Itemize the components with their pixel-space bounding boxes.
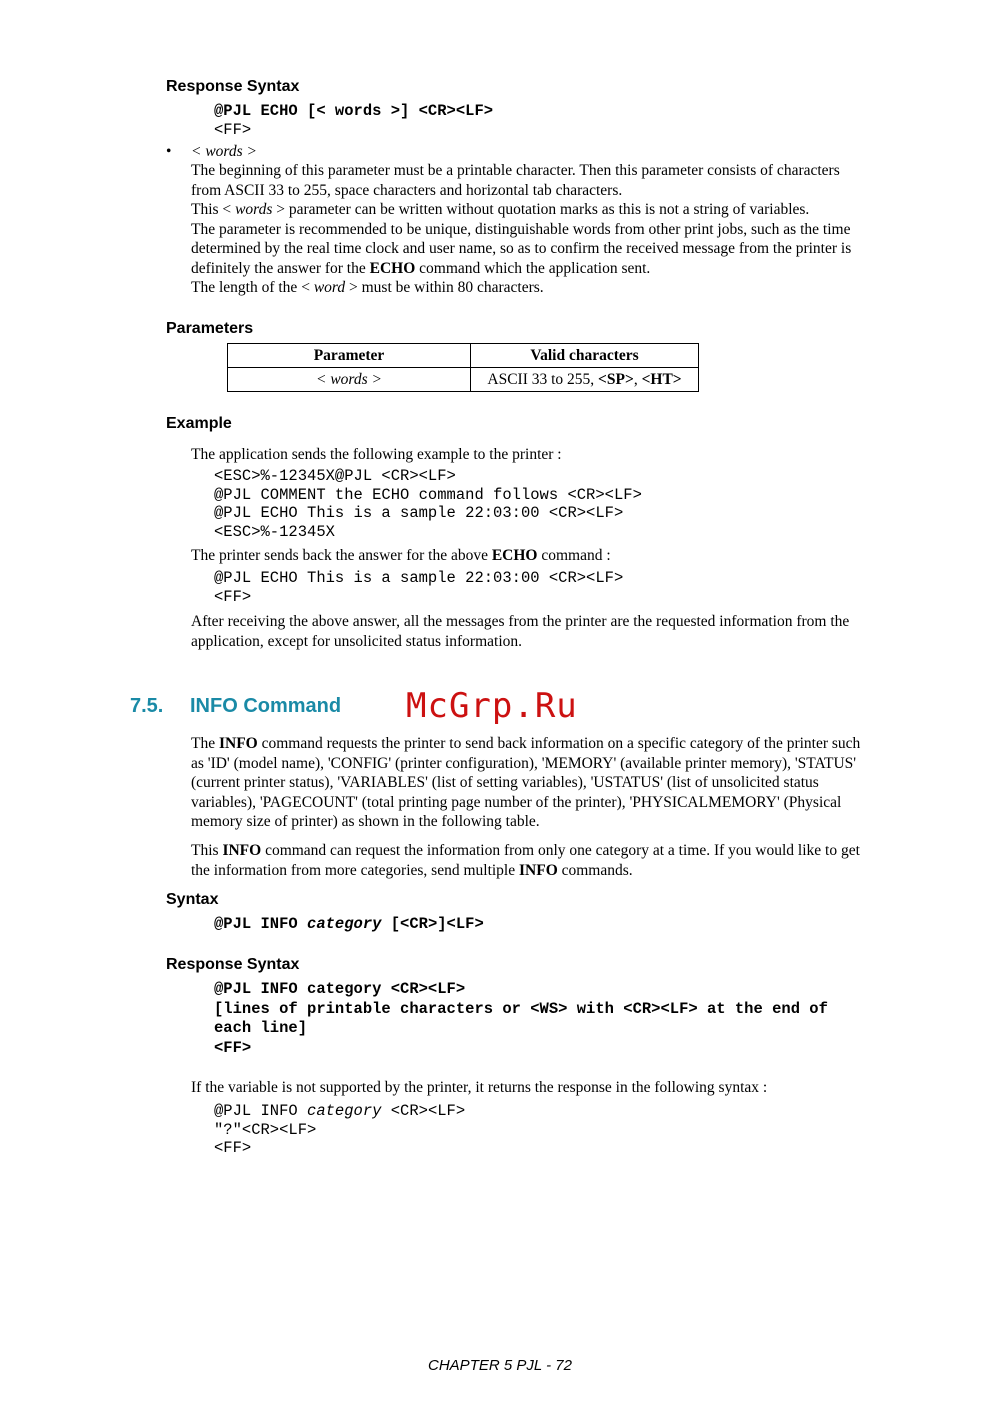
info-response-code <box>214 980 828 1058</box>
info-description <box>191 734 860 832</box>
cell-valid-characters: ASCII 33 to 255, <SP>, <HT> <box>471 368 699 392</box>
unsupported-note: If the variable is not supported by the printer, it returns the response in the following syntax : <box>191 1079 768 1096</box>
code-line: each line] <box>214 1019 308 1037</box>
code-line: <ESC>%-12345X <box>214 522 335 541</box>
text-line: After receiving the above answer, all the messages from the printer are the requested information from the <box>191 613 850 630</box>
code-line: "?"<CR><LF> <box>214 1120 317 1139</box>
text-line: application, except for unsolicited status information. <box>191 632 523 650</box>
text-line: as 'ID' (model name), 'CONFIG' (printer configuration), 'MEMORY' (available printer memory), 'STATUS' <box>191 754 857 772</box>
echo-syntax-ff: <FF> <box>214 121 252 139</box>
code-line: <ESC>%-12345X@PJL <CR><LF> <box>214 467 456 485</box>
text-line: definitely the answer for the ECHO command which the application sent. <box>191 259 651 277</box>
code-line: @PJL COMMENT the ECHO command follows <CR><LF> <box>214 485 642 504</box>
answer-intro: The printer sends back the answer for the above ECHO command : <box>191 547 611 564</box>
response-syntax-heading: Response Syntax <box>166 78 300 95</box>
code-line: @PJL ECHO This is a sample 22:03:00 <CR><LF> <box>214 504 624 522</box>
code-line: <FF> <box>214 1038 252 1057</box>
parameters-table <box>227 343 699 392</box>
echo-syntax-code: @PJL ECHO [< words >] <CR><LF> <box>214 102 494 120</box>
table-row <box>228 368 699 392</box>
col-parameter: Parameter <box>228 344 471 368</box>
text-line: This < words > parameter can be written without quotation marks as this is not a string of variables. <box>191 201 810 218</box>
code-line: <FF> <box>214 587 252 606</box>
parameters-heading: Parameters <box>166 320 254 337</box>
example-heading: Example <box>166 415 232 432</box>
section-title: INFO Command <box>190 695 342 717</box>
text-line: variables), 'PAGECOUNT' (total printing page number of the printer), 'PHYSICALMEMORY' (Physical <box>191 793 842 811</box>
response-syntax-heading: Response Syntax <box>166 956 300 973</box>
code-line: @PJL INFO category <CR><LF> <box>214 980 466 998</box>
answer-code-block <box>214 569 623 606</box>
bullet-marker: • <box>166 143 172 160</box>
code-line: @PJL ECHO This is a sample 22:03:00 <CR><LF> <box>214 569 624 587</box>
text-line: The parameter is recommended to be unique, distinguishable words from other print jobs, such as the time <box>191 220 851 238</box>
watermark-logo: McGrp.Ru <box>406 686 578 726</box>
text-line: the information from more categories, send multiple INFO commands. <box>191 861 633 879</box>
info-syntax-code: @PJL INFO category [<CR>]<LF> <box>214 915 484 933</box>
words-description <box>191 161 851 298</box>
page-footer: CHAPTER 5 PJL - 72 <box>428 1357 572 1374</box>
cell-parameter: < words > <box>228 368 471 392</box>
syntax-heading: Syntax <box>166 891 219 908</box>
text-line: memory size of printer) as shown in the following table. <box>191 813 540 830</box>
info-usage-note <box>191 841 860 880</box>
text-line: The INFO command requests the printer to send back information on a specific category of the printer such <box>191 735 861 752</box>
text-line: The length of the < word > must be within 80 characters. <box>191 279 544 296</box>
example-code-block <box>214 467 642 541</box>
text-line: (current printer status), 'VARIABLES' (list of setting variables), 'USTATUS' (list of unsolicited status <box>191 774 819 791</box>
text-line: This INFO command can request the information from only one category at a time. If you would like to get <box>191 842 860 859</box>
error-response-code <box>214 1102 465 1158</box>
text-line: from ASCII 33 to 255, space characters and horizontal tab characters. <box>191 181 623 199</box>
words-label: < words > <box>191 143 257 160</box>
code-line: [lines of printable characters or <WS> with <CR><LF> at the end of <box>214 999 828 1018</box>
table-header-row <box>228 344 699 368</box>
example-intro: The application sends the following example to the printer : <box>191 446 562 463</box>
code-line: @PJL INFO category <CR><LF> <box>214 1102 466 1120</box>
after-answer-text <box>191 612 849 651</box>
text-line: The beginning of this parameter must be a printable character. Then this parameter consists of characters <box>191 162 840 179</box>
col-valid-characters: Valid characters <box>471 344 699 368</box>
section-number: 7.5. <box>130 695 164 717</box>
code-line: <FF> <box>214 1139 252 1157</box>
text-line: determined by the real time clock and user name, so as to confirm the received message from the printer is <box>191 240 852 257</box>
